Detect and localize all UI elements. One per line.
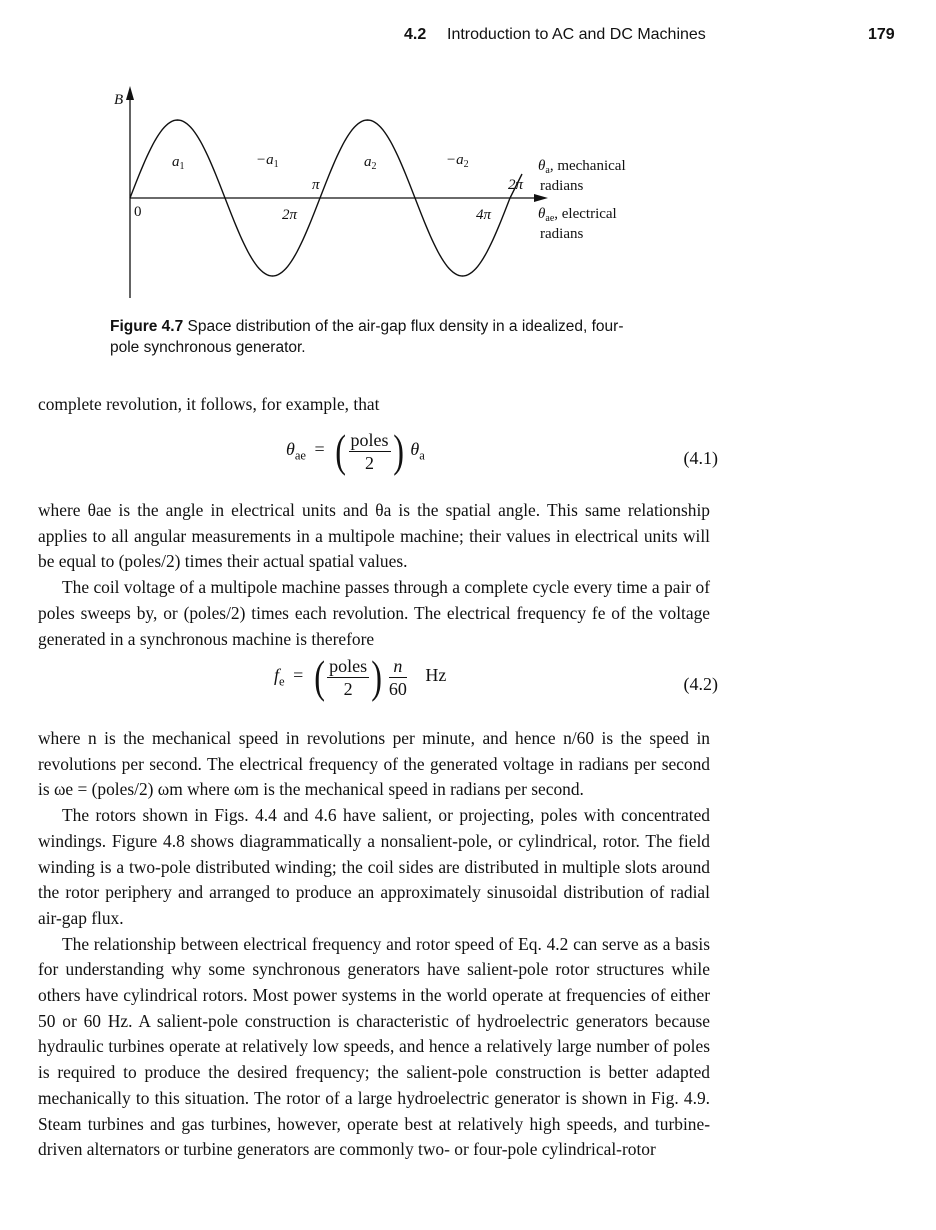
paragraph-3: where n is the mechanical speed in revolutions per minute, and hence n/60 is the speed in revolutions per second. The electrical frequency of the generated voltage in radians per second is ωe = (poles/2) ωm where ωm is the mechanical speed in radians per second. — [38, 728, 710, 800]
running-head — [0, 26, 936, 50]
origin-label: 0 — [134, 204, 142, 220]
running-title: Introduction to AC and DC Machines — [447, 26, 706, 43]
axis-y-label: B — [114, 92, 124, 108]
elec-label: $\theta_{ae}$, electrical — [538, 206, 617, 224]
paragraph-4: The rotors shown in Figs. 4.4 and 4.6 have salient, or projecting, poles with concentrated windings. Figure 4.8 shows diagrammatically a nonsalient-pole, or cylindrical, rotor. The field winding is a two-pole distributed winding; the coil sides are distributed in multiple slots around the rotor periphery and arranged to produce an approximately sinusoidal distribution of radial air-gap flux. — [38, 805, 710, 928]
label-a2: $a_2$ — [364, 154, 377, 172]
label-neg-a2: $-a_2$ — [446, 152, 469, 170]
equation-number-4-1: (4.1) — [683, 448, 718, 468]
equation-number-4-2: (4.2) — [683, 674, 718, 694]
label-4pi: 4π — [476, 207, 492, 223]
figure-label: Figure 4.7 — [110, 318, 184, 335]
paragraph-2: The coil voltage of a multipole machine passes through a complete cycle every time a pair of poles sweeps by, or (poles/2) times each revolution. The electrical frequency fe of the voltage generated in a synchronous machine is therefore — [38, 577, 710, 649]
paragraph-block-2 — [38, 726, 710, 1163]
paragraph-5: The relationship between electrical frequency and rotor speed of Eq. 4.2 can serve as a basis for understanding why some synchronous generators have salient-pole rotor structures while others have cylindrical rotors. Most power systems in the world operate at frequencies of either 50 or 60 Hz. A salient-pole construction is characteristic of hydroelectric generators because hydraulic turbines operate at relatively low speeds, and hence a relatively large number of poles is required to produce the desired frequency; the salient-pole construction is better adapted mechanically to this situation. The rotor of a large hydroelectric generator is shown in Fig. 4.9. Steam turbines and gas turbines, however, operate best at relatively high speeds, and turbine-driven alternators or turbine generators are commonly two- or four-pole cylindrical-rotor — [38, 933, 710, 1160]
paragraph-1: where θae is the angle in electrical units and θa is the spatial angle. This same relationship applies to all angular measurements in a multipole machine; their values in electrical units will be equal to (poles/2) times their actual spatial values. — [38, 500, 710, 572]
intro-line: complete revolution, it follows, for example, that — [38, 394, 380, 414]
mech-label-line2: radians — [540, 178, 584, 194]
mech-label: $\theta_a$, mechanical — [538, 158, 626, 176]
equation-4-2-body: $f_e$ = ( $\frac{\text{poles}}{2}$ ) $\frac{n}{60}$ Hz — [274, 651, 447, 702]
section-number: 4.2 — [404, 26, 427, 43]
label-a1: $a_1$ — [172, 154, 185, 172]
x-axis-arrow — [534, 194, 548, 202]
label-2pi-upper: 2π — [508, 177, 524, 193]
y-axis-arrow — [126, 86, 134, 100]
paragraph-block-1 — [38, 498, 710, 652]
flux-density-figure — [100, 84, 660, 302]
label-pi: π — [312, 177, 320, 193]
figure-caption — [110, 316, 630, 358]
equation-4-2 — [38, 651, 718, 718]
label-2pi-lower: 2π — [282, 207, 298, 223]
page-number: 179 — [868, 26, 895, 43]
label-neg-a1: $-a_1$ — [256, 152, 279, 170]
equation-4-1-body: $\theta_{ae}$ = ( $\frac{\text{poles}}{2}$ ) $\theta_a$ — [286, 425, 425, 476]
equation-4-1 — [38, 425, 718, 492]
caption-text: Space distribution of the air-gap flux density in a idealized, four-pole synchronous generator. — [110, 318, 624, 356]
elec-label-line2: radians — [540, 226, 584, 242]
